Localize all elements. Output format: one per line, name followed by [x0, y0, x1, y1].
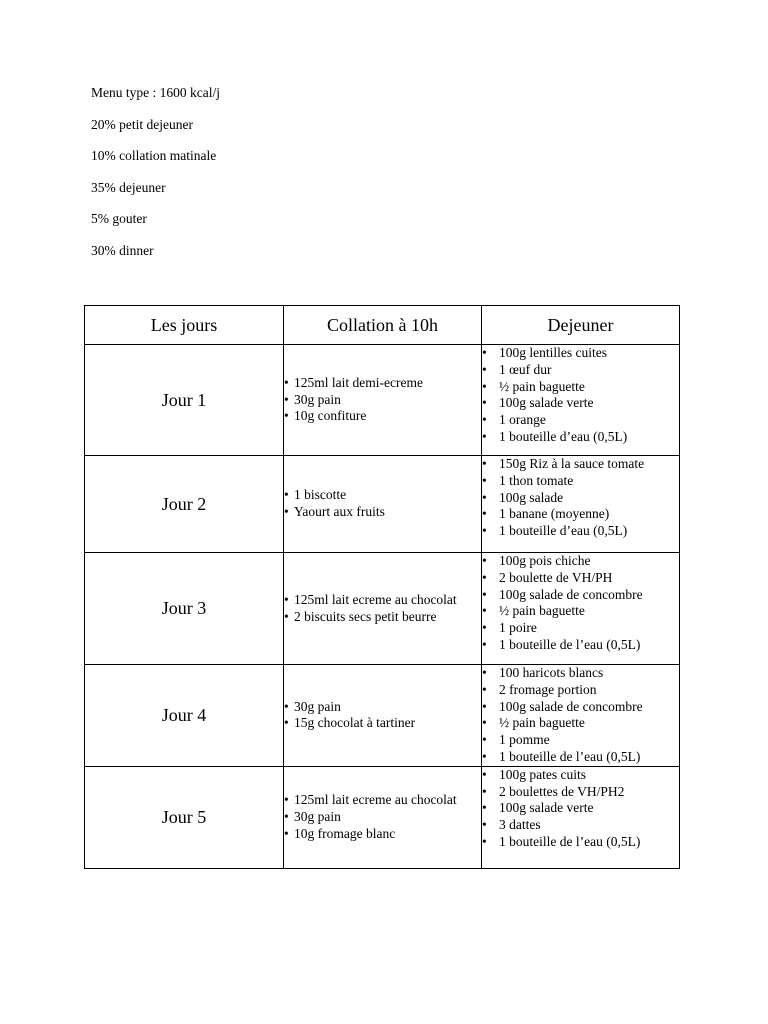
- table-row: [85, 553, 680, 665]
- table-row: [85, 345, 680, 456]
- dejeuner-cell: [482, 345, 680, 456]
- day-cell: Jour 4: [85, 665, 284, 767]
- list-item: • 10g confiture: [284, 408, 481, 425]
- menu-table: [84, 305, 680, 869]
- list-item: • ½ pain baguette: [482, 603, 679, 620]
- list-item: • 100 haricots blancs: [482, 665, 679, 682]
- dejeuner-list: [482, 345, 679, 446]
- dejeuner-cell: [482, 553, 680, 665]
- list-item: • 30g pain: [284, 699, 481, 716]
- day-cell: Jour 3: [85, 553, 284, 665]
- ratio-line-morning-snack: 10% collation matinale: [91, 148, 217, 163]
- dejeuner-list: [482, 553, 679, 654]
- dejeuner-list: [482, 665, 679, 766]
- list-item: • 1 orange: [482, 412, 679, 429]
- list-item: • 125ml lait ecreme au chocolat: [284, 792, 481, 809]
- list-item: • 100g salade de concombre: [482, 699, 679, 716]
- ratio-line-lunch: 35% dejeuner: [91, 179, 166, 195]
- collation-cell: [284, 766, 482, 868]
- list-item: • 2 boulette de VH/PH: [482, 570, 679, 587]
- list-item: • ½ pain baguette: [482, 715, 679, 732]
- day-cell: Jour 1: [85, 345, 284, 456]
- list-item: • 100g salade verte: [482, 395, 679, 412]
- intro-section: [91, 86, 220, 275]
- list-item: • 15g chocolat à tartiner: [284, 715, 481, 732]
- collation-cell: [284, 456, 482, 553]
- dejeuner-list: [482, 456, 679, 540]
- list-item: • 125ml lait ecreme au chocolat: [284, 592, 481, 609]
- list-item: • 125ml lait demi-ecreme: [284, 375, 481, 392]
- list-item: • 1 thon tomate: [482, 473, 679, 490]
- collation-cell: [284, 345, 482, 456]
- table-row: [85, 456, 680, 553]
- list-item: • 1 bouteille d’eau (0,5L): [482, 523, 679, 540]
- collation-list: [284, 792, 481, 842]
- list-item: • ½ pain baguette: [482, 379, 679, 396]
- collation-list: [284, 487, 481, 521]
- list-item: • 1 biscotte: [284, 487, 481, 504]
- list-item: • 2 biscuits secs petit beurre: [284, 609, 481, 626]
- list-item: • 100g salade: [482, 490, 679, 507]
- list-item: • 1 banane (moyenne): [482, 506, 679, 523]
- dejeuner-cell: [482, 456, 680, 553]
- list-item: • 2 fromage portion: [482, 682, 679, 699]
- list-item: • 30g pain: [284, 392, 481, 409]
- menu-title: Menu type : 1600 kcal/j: [91, 85, 220, 100]
- day-cell: Jour 5: [85, 766, 284, 868]
- header-dejeuner: Dejeuner: [482, 306, 680, 345]
- list-item: • 1 bouteille de l’eau (0,5L): [482, 637, 679, 654]
- header-collation: Collation à 10h: [284, 306, 482, 345]
- list-item: • 2 boulettes de VH/PH2: [482, 784, 679, 801]
- list-item: • 100g salade verte: [482, 800, 679, 817]
- collation-list: [284, 699, 481, 733]
- dejeuner-cell: [482, 665, 680, 767]
- list-item: • 100g lentilles cuites: [482, 345, 679, 362]
- day-cell: Jour 2: [85, 456, 284, 553]
- list-item: • 100g salade de concombre: [482, 587, 679, 604]
- collation-cell: [284, 665, 482, 767]
- list-item: • 1 poire: [482, 620, 679, 637]
- list-item: • 10g fromage blanc: [284, 826, 481, 843]
- table-row: [85, 766, 680, 868]
- list-item: • 100g pois chiche: [482, 553, 679, 570]
- list-item: • 150g Riz à la sauce tomate: [482, 456, 679, 473]
- table-header-row: [85, 306, 680, 345]
- list-item: • 1 pomme: [482, 732, 679, 749]
- list-item: • Yaourt aux fruits: [284, 504, 481, 521]
- ratio-line-dinner: 30% dinner: [91, 242, 154, 258]
- list-item: • 1 œuf dur: [482, 362, 679, 379]
- table-row: [85, 665, 680, 767]
- list-item: • 30g pain: [284, 809, 481, 826]
- list-item: • 100g pates cuits: [482, 767, 679, 784]
- ratio-line-breakfast: 20% petit dejeuner: [91, 116, 193, 132]
- list-item: • 3 dattes: [482, 817, 679, 834]
- ratio-line-afternoon-snack: 5% gouter: [91, 211, 147, 226]
- collation-list: [284, 375, 481, 425]
- header-days: Les jours: [85, 306, 284, 345]
- dejeuner-list: [482, 767, 679, 851]
- collation-list: [284, 592, 481, 626]
- list-item: • 1 bouteille de l’eau (0,5L): [482, 749, 679, 766]
- dejeuner-cell: [482, 766, 680, 868]
- list-item: • 1 bouteille de l’eau (0,5L): [482, 834, 679, 851]
- list-item: • 1 bouteille d’eau (0,5L): [482, 429, 679, 446]
- collation-cell: [284, 553, 482, 665]
